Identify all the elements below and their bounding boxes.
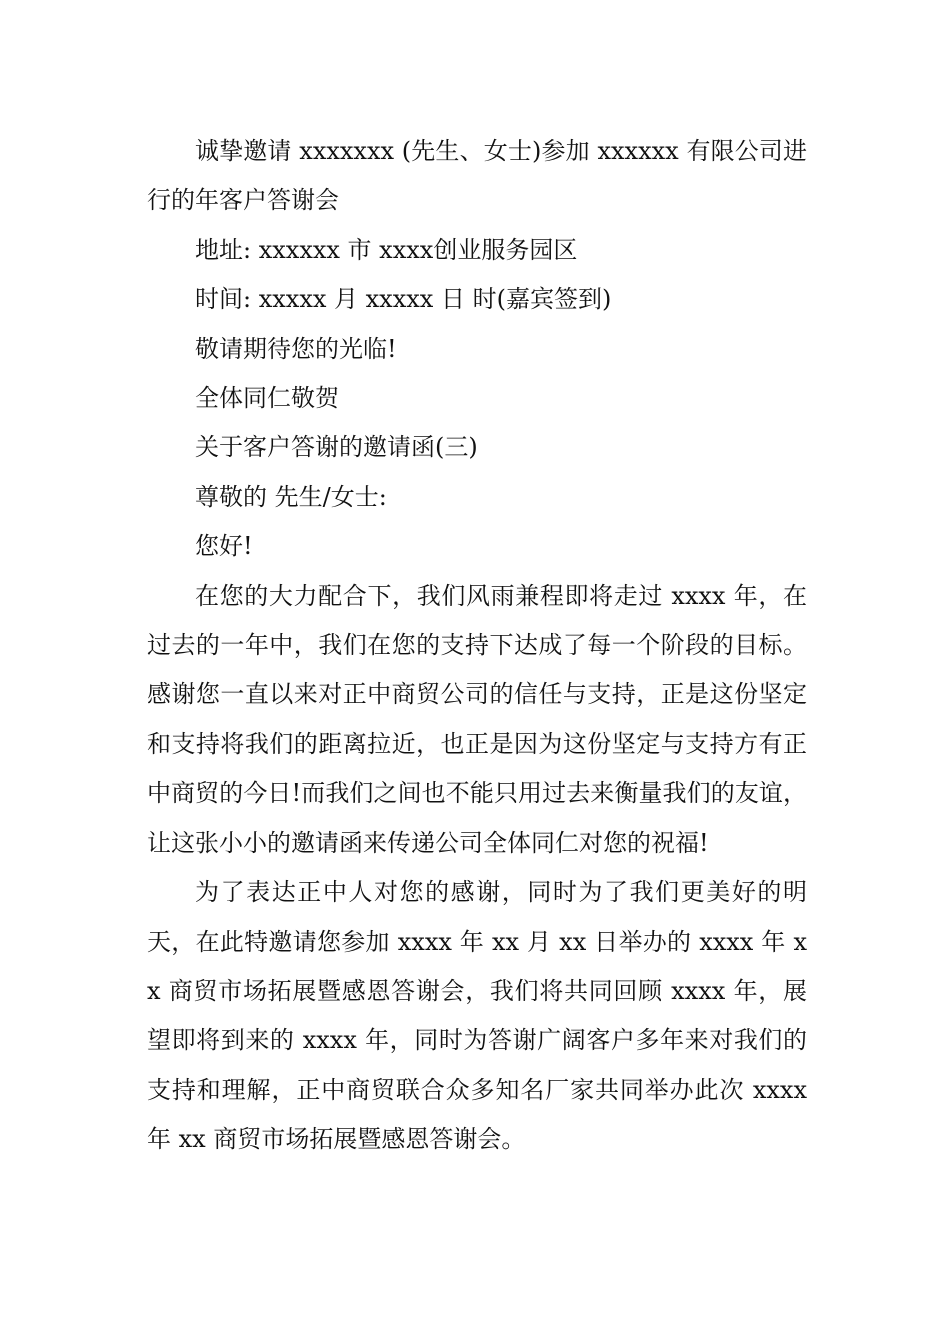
salutation-line: 尊敬的 先生/女士:: [195, 482, 387, 511]
address-line: 地址: xxxxxx 市 xxxx创业服务园区: [195, 235, 578, 264]
body-paragraph: 在您的大力配合下，我们风雨兼程即将走过 xxxx 年，在过去的一年中，我们在您的支持下达成了每一个阶段的目标。感谢您一直以来对正中商贸公司的信任与支持，正是这份坚定和支持将我们的距离拉近，也正是因为这份坚定与支持方有正中商贸的今日!而我们之间也不能只用过去来衡量我们的友谊，让这张小小的邀请函来传递公司全体同仁对您的祝福!: [147, 581, 807, 857]
section-title: 关于客户答谢的邀请函(三): [195, 433, 478, 462]
body-paragraph: 为了表达正中人对您的感谢，同时为了我们更美好的明天，在此特邀请您参加 xxxx 年 xx 月 xx 日举办的 xxxx 年 xx 商贸市场拓展暨感恩答谢会，我们将共同回顾 xxxx 年，展望即将到来的 xxxx 年，同时为答谢广阔客户多年来对我们的支持和理解，正中商贸联合众多知名厂家共同举办此次 xxxx 年 xx 商贸市场拓展暨感恩答谢会。: [147, 878, 815, 1154]
greeting-line: 您好!: [195, 532, 253, 561]
time-line: 时间: xxxxx 月 xxxxx 日 时(嘉宾签到): [195, 285, 612, 314]
document-body: [147, 127, 815, 1165]
signature-line: 全体同仁敬贺: [195, 384, 339, 413]
invitation-intro-paragraph: 诚挚邀请 xxxxxxx (先生、女士)参加 xxxxxx 有限公司进行的年客户答谢会: [147, 137, 807, 215]
closing-line: 敬请期待您的光临!: [195, 334, 397, 363]
